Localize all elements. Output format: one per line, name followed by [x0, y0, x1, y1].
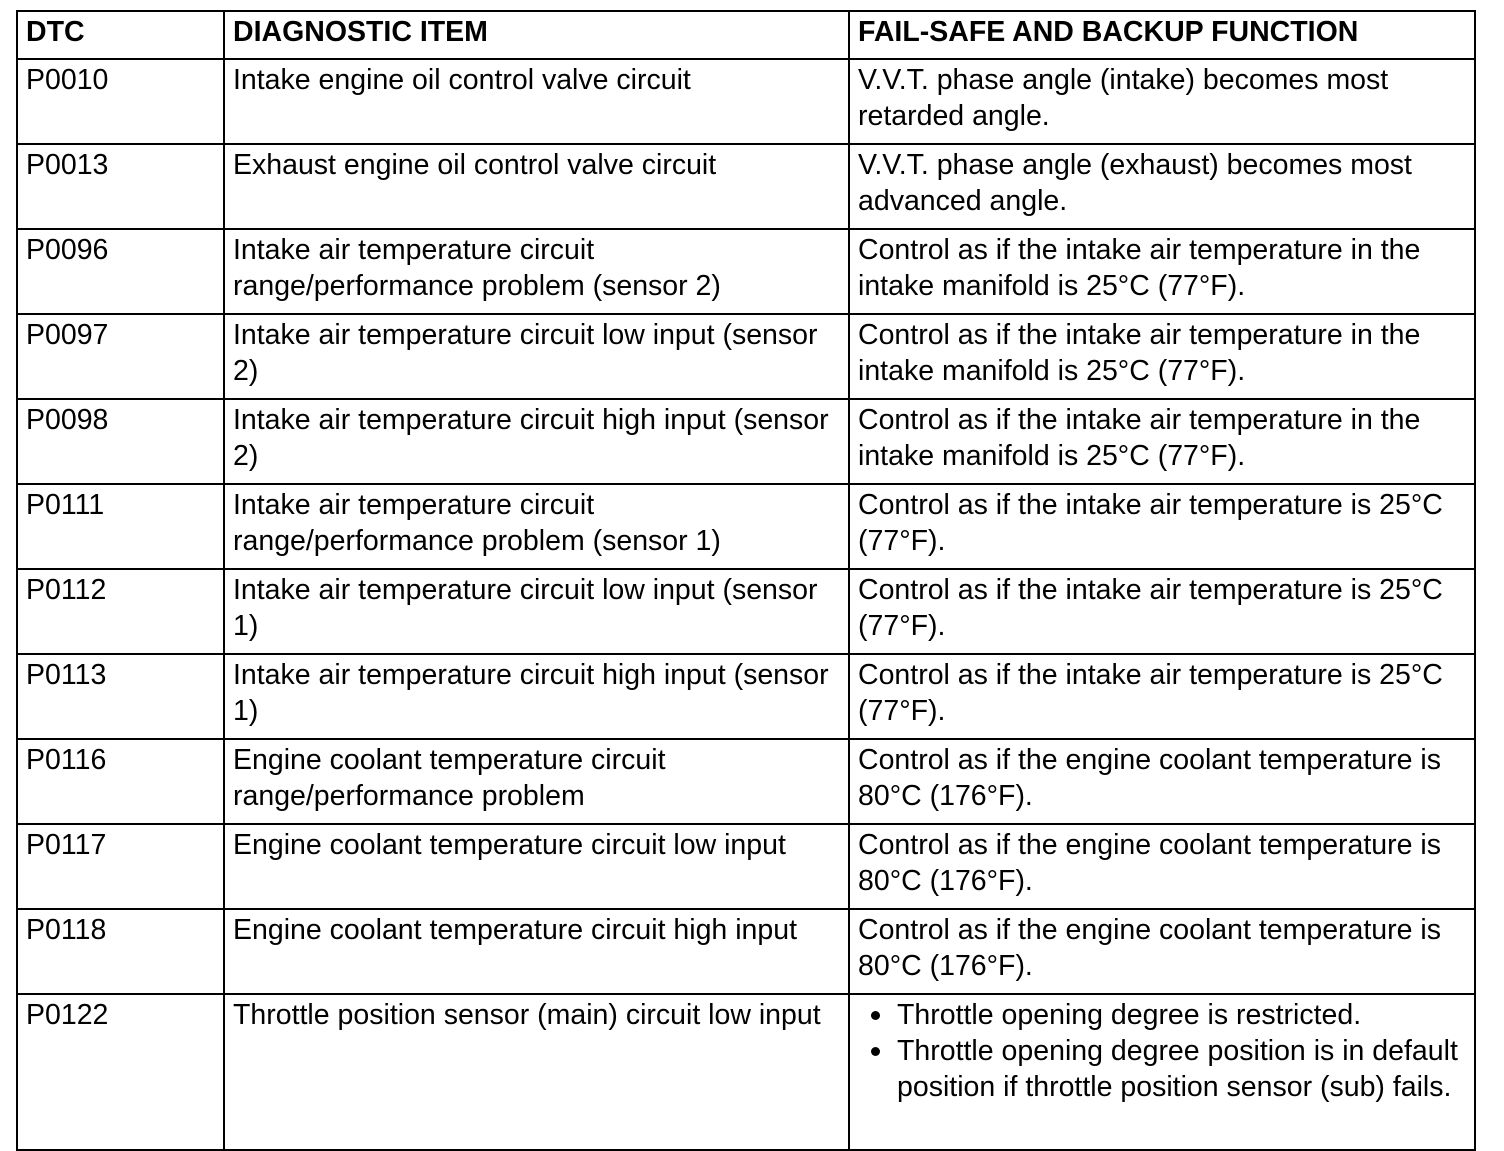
- fail-safe-function: Control as if the intake air temperature is 25°C (77°F).: [849, 484, 1475, 569]
- diagnostic-item: Engine coolant temperature circuit high input: [224, 909, 849, 994]
- dtc-code: P0118: [17, 909, 224, 994]
- diagnostic-item: Intake engine oil control valve circuit: [224, 59, 849, 144]
- table-row: [17, 314, 1475, 399]
- diagnostic-item: Intake air temperature circuit low input (sensor 2): [224, 314, 849, 399]
- dtc-code: P0111: [17, 484, 224, 569]
- diagnostic-item: Intake air temperature circuit low input (sensor 1): [224, 569, 849, 654]
- diagnostic-item: Intake air temperature circuit high input (sensor 1): [224, 654, 849, 739]
- fail-safe-function: Control as if the intake air temperature is 25°C (77°F).: [849, 569, 1475, 654]
- fail-safe-function: Control as if the intake air temperature in the intake manifold is 25°C (77°F).: [849, 314, 1475, 399]
- fail-safe-function: V.V.T. phase angle (intake) becomes most retarded angle.: [849, 59, 1475, 144]
- fail-safe-function: Control as if the intake air temperature is 25°C (77°F).: [849, 654, 1475, 739]
- table-row: [17, 739, 1475, 824]
- bullet-item: Throttle opening degree is restricted.: [858, 997, 1466, 1033]
- fail-safe-function: Control as if the intake air temperature in the intake manifold is 25°C (77°F).: [849, 399, 1475, 484]
- diagnostic-item: Intake air temperature circuit high input (sensor 2): [224, 399, 849, 484]
- dtc-fail-safe-table: [16, 10, 1476, 1151]
- dtc-code: P0097: [17, 314, 224, 399]
- table-row: [17, 824, 1475, 909]
- header-diagnostic-item: DIAGNOSTIC ITEM: [224, 11, 849, 59]
- dtc-code: P0098: [17, 399, 224, 484]
- dtc-code: P0096: [17, 229, 224, 314]
- fail-safe-function: Control as if the engine coolant temperature is 80°C (176°F).: [849, 739, 1475, 824]
- dtc-code: P0122: [17, 994, 224, 1150]
- dtc-code: P0117: [17, 824, 224, 909]
- fail-safe-function: V.V.T. phase angle (exhaust) becomes most advanced angle.: [849, 144, 1475, 229]
- table-row: [17, 909, 1475, 994]
- table-row: [17, 654, 1475, 739]
- diagnostic-item: Intake air temperature circuit range/performance problem (sensor 2): [224, 229, 849, 314]
- dtc-code: P0013: [17, 144, 224, 229]
- header-fail-safe: FAIL-SAFE AND BACKUP FUNCTION: [849, 11, 1475, 59]
- fail-safe-function: Control as if the engine coolant temperature is 80°C (176°F).: [849, 909, 1475, 994]
- bullet-item: Throttle opening degree position is in default position if throttle position sensor (sub) fails.: [858, 1033, 1466, 1105]
- table-row: [17, 484, 1475, 569]
- table-row: [17, 399, 1475, 484]
- fail-safe-function: Control as if the intake air temperature in the intake manifold is 25°C (77°F).: [849, 229, 1475, 314]
- table-row: [17, 59, 1475, 144]
- diagnostic-item: Throttle position sensor (main) circuit low input: [224, 994, 849, 1150]
- fail-safe-function: Control as if the engine coolant temperature is 80°C (176°F).: [849, 824, 1475, 909]
- table-body: [17, 59, 1475, 1150]
- table-row: [17, 994, 1475, 1150]
- fail-safe-bullet-list: [858, 997, 1466, 1105]
- diagnostic-item: Engine coolant temperature circuit low input: [224, 824, 849, 909]
- dtc-code: P0113: [17, 654, 224, 739]
- table-row: [17, 569, 1475, 654]
- diagnostic-item: Engine coolant temperature circuit range/performance problem: [224, 739, 849, 824]
- dtc-code: P0116: [17, 739, 224, 824]
- table-row: [17, 144, 1475, 229]
- diagnostic-item: Exhaust engine oil control valve circuit: [224, 144, 849, 229]
- fail-safe-function: [849, 994, 1475, 1150]
- dtc-code: P0010: [17, 59, 224, 144]
- table-row: [17, 229, 1475, 314]
- header-dtc: DTC: [17, 11, 224, 59]
- diagnostic-item: Intake air temperature circuit range/performance problem (sensor 1): [224, 484, 849, 569]
- dtc-code: P0112: [17, 569, 224, 654]
- table-header-row: [17, 11, 1475, 59]
